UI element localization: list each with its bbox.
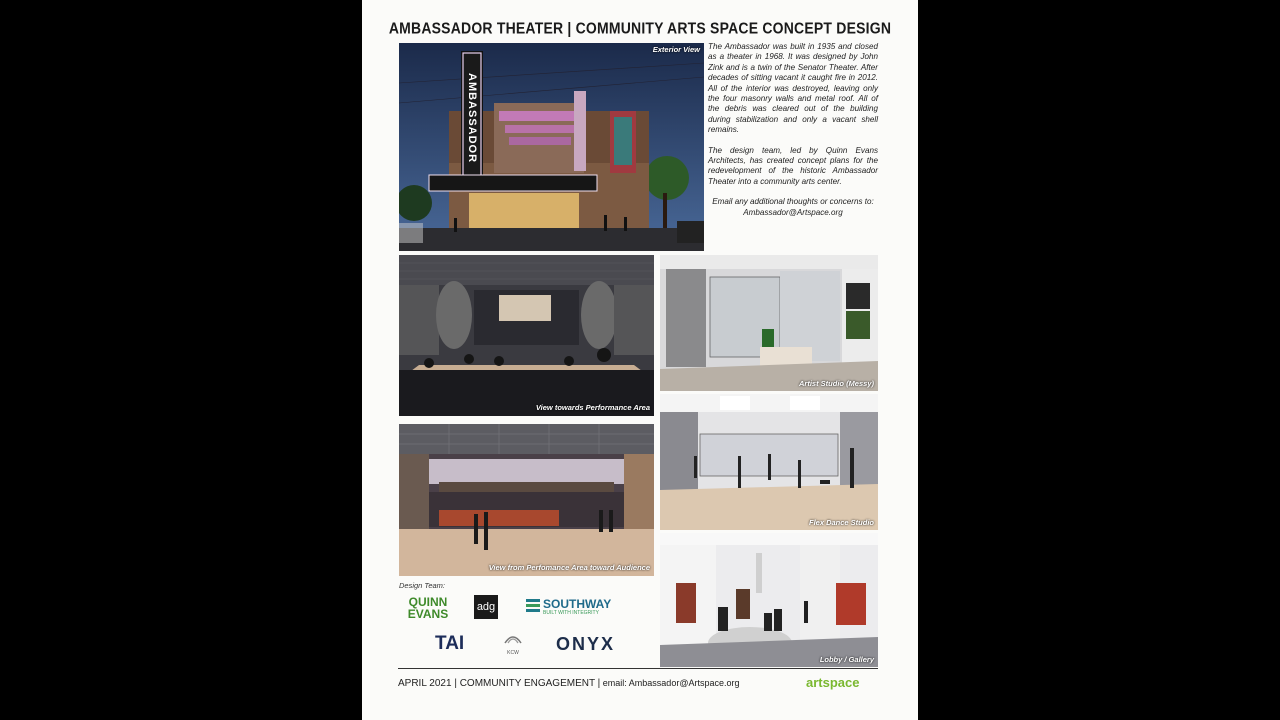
kcw-mark-icon <box>503 631 523 645</box>
footer-text <box>398 678 739 689</box>
artist-studio-caption: Artist Studio (Messy) <box>798 379 874 388</box>
page-title: AMBASSADOR THEATER | COMMUNITY ARTS SPACE CONCEPT DESIGN <box>388 18 892 38</box>
kcw-logo: KCW <box>502 631 524 655</box>
performance-illustration <box>399 255 654 416</box>
southway-logo <box>526 598 611 616</box>
email-block <box>708 197 878 218</box>
exterior-view-photo <box>399 43 704 251</box>
performance-area-photo <box>399 255 654 416</box>
dance-illustration <box>660 394 878 530</box>
marquee-sign: AMBASSADOR <box>466 72 478 164</box>
southway-mark-icon <box>526 599 540 615</box>
footer-date-label: APRIL 2021 | COMMUNITY ENGAGEMENT | <box>398 678 601 689</box>
email-intro: Email any additional thoughts or concerns to: <box>712 197 874 207</box>
description-para-1: The Ambassador was built in 1935 and closed as a theater in 1968. It was designed by John Zink and is a twin of the Senator Theater. After decades of sitting vacant it caught fire in 2012. All of the interior was destroyed, leaving only the four masonry walls and metal roof. All of the debris was cleared out of the building during stabilization and only a vacant shell remains. <box>708 42 878 135</box>
artist-studio-photo <box>660 255 878 391</box>
dance-studio-photo <box>660 394 878 530</box>
audience-view-photo <box>399 424 654 576</box>
project-description <box>708 42 878 218</box>
design-team-label: Design Team: <box>399 581 445 590</box>
email-address: Ambassador@Artspace.org <box>743 207 843 217</box>
tai-logo: TAI <box>435 633 465 654</box>
quinn-evans-logo: QUINN EVANS <box>407 595 449 621</box>
exterior-view-caption: Exterior View <box>652 45 700 54</box>
lobby-illustration <box>660 533 878 667</box>
document-page <box>362 0 918 720</box>
southway-name: SOUTHWAY <box>543 597 612 611</box>
lobby-gallery-caption: Lobby / Gallery <box>819 655 874 664</box>
audience-view-caption: View from Perfomance Area toward Audience <box>488 563 650 572</box>
adg-logo: adg <box>474 595 498 619</box>
description-para-2: The design team, led by Quinn Evans Architects, has created concept plans for the redevelopment of the historic Ambassador Theater into a community arts center. <box>708 145 878 186</box>
artspace-logo: artspace <box>806 675 860 690</box>
studio-illustration <box>660 255 878 391</box>
southway-tagline: BUILT WITH INTEGRITY <box>543 610 599 616</box>
dance-studio-caption: Flex Dance Studio <box>808 518 874 527</box>
lobby-gallery-photo <box>660 533 878 667</box>
footer-divider <box>398 668 878 669</box>
performance-area-caption: View towards Performance Area <box>535 403 650 412</box>
exterior-illustration <box>399 43 704 251</box>
onyx-logo: ONYX <box>556 634 616 654</box>
audience-illustration <box>399 424 654 576</box>
footer-email: email: Ambassador@Artspace.org <box>600 678 740 688</box>
